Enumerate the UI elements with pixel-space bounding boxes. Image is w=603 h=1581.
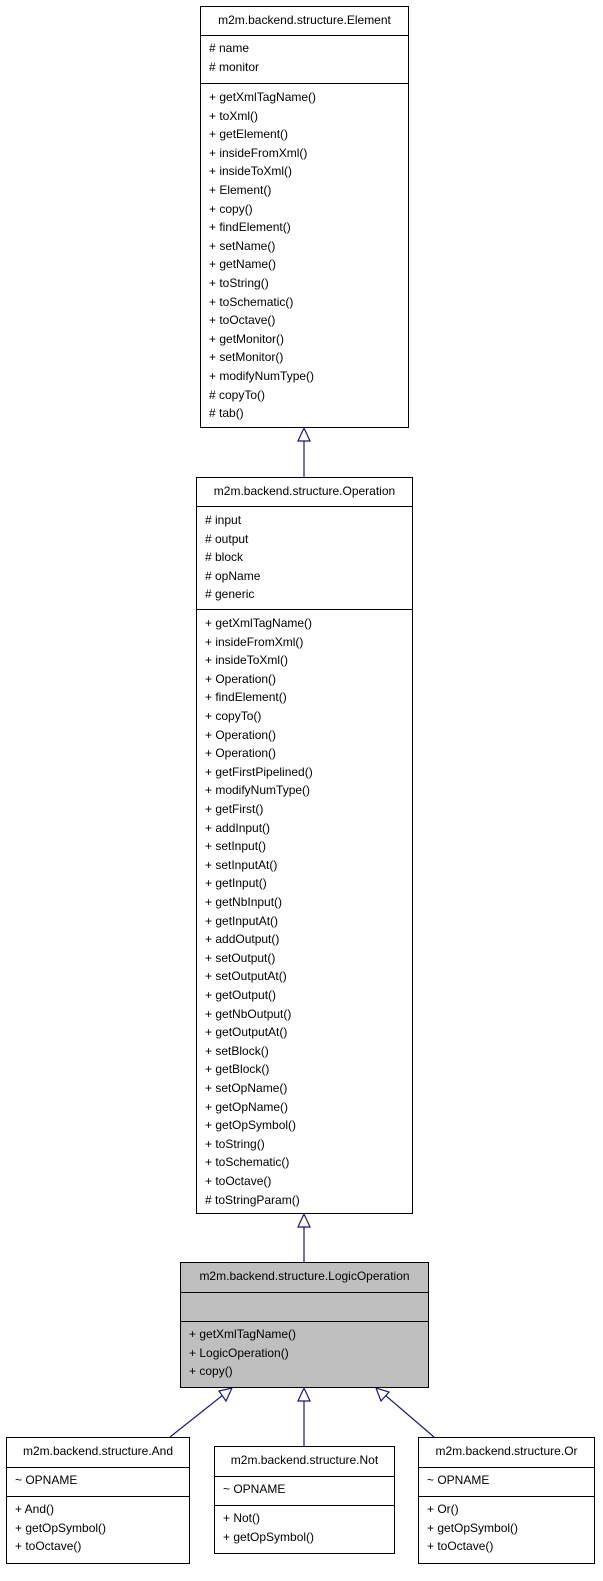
method: + getElement() <box>209 127 289 142</box>
attribute: # monitor <box>209 59 260 74</box>
method: + addOutput() <box>205 932 280 947</box>
edge-and-to-logicoperation <box>170 1395 223 1437</box>
method: + getXmlTagName() <box>189 1327 297 1341</box>
divider <box>215 1505 394 1506</box>
method: + getMonitor() <box>209 331 285 346</box>
class-title: m2m.backend.structure.Element <box>218 13 391 27</box>
class-operation[interactable] <box>196 477 413 1214</box>
arrowhead-logic-right <box>376 1388 389 1401</box>
method: + insideFromXml() <box>205 634 304 649</box>
method: + getBlock() <box>205 1062 270 1077</box>
attribute: # output <box>205 531 249 546</box>
method: + setName() <box>209 238 276 253</box>
class-or[interactable] <box>418 1437 595 1564</box>
method: + setOutputAt() <box>205 969 287 984</box>
divider <box>197 506 412 507</box>
divider <box>419 1496 594 1497</box>
method: + setInput() <box>205 839 267 854</box>
divider <box>201 83 408 84</box>
method: + toSchematic() <box>209 294 294 309</box>
method: + getInputAt() <box>205 913 279 928</box>
method: + setMonitor() <box>209 350 284 365</box>
method: + copyTo() <box>205 709 262 723</box>
divider <box>215 1476 394 1477</box>
class-and[interactable] <box>6 1437 190 1564</box>
method: + modifyNumType() <box>209 369 315 383</box>
method: # copyTo() <box>209 387 266 402</box>
method: + getName() <box>209 257 277 272</box>
method: + Or() <box>427 1502 459 1516</box>
divider <box>181 1292 428 1293</box>
class-not[interactable] <box>214 1446 395 1554</box>
arrowhead-operation <box>298 1214 310 1227</box>
method: + getOpName() <box>205 1099 289 1114</box>
method: + copy() <box>189 1364 233 1379</box>
method: + And() <box>15 1502 55 1516</box>
method: + getOpSymbol() <box>15 1520 107 1535</box>
method: + toOctave() <box>209 313 276 328</box>
method: + getFirstPipelined() <box>205 764 313 779</box>
divider <box>197 609 412 610</box>
method: + Element() <box>209 183 272 197</box>
divider <box>419 1467 594 1468</box>
attribute: ~ OPNAME <box>427 1473 490 1487</box>
method: + getOutput() <box>205 988 277 1002</box>
attribute: # input <box>205 513 242 527</box>
method: + getInput() <box>205 876 267 891</box>
method: + getOpSymbol() <box>427 1520 519 1535</box>
class-title: m2m.backend.structure.Not <box>230 1453 379 1467</box>
method: + toOctave() <box>427 1539 494 1554</box>
method: + insideToXml() <box>205 653 289 668</box>
method: + insideFromXml() <box>209 145 308 160</box>
attribute: # generic <box>205 587 255 602</box>
method: + toString() <box>209 276 269 290</box>
attribute: ~ OPNAME <box>15 1473 78 1487</box>
method: + addInput() <box>205 820 271 835</box>
method: + setInputAt() <box>205 857 278 872</box>
edge-or-to-logicoperation <box>385 1395 434 1437</box>
method: # tab() <box>209 406 244 421</box>
method: + LogicOperation() <box>189 1345 289 1360</box>
class-title: m2m.backend.structure.And <box>22 1444 174 1458</box>
method: + getOutputAt() <box>205 1025 288 1040</box>
attribute: ~ OPNAME <box>223 1482 286 1496</box>
class-element[interactable] <box>200 6 409 428</box>
method: + Operation() <box>205 727 277 742</box>
method: + findElement() <box>209 220 291 235</box>
arrowhead-logic-left <box>219 1388 232 1401</box>
method: + getFirst() <box>205 802 264 816</box>
method: + Not() <box>223 1511 261 1525</box>
method: + getOpSymbol() <box>223 1529 315 1544</box>
method: + setOutput() <box>205 950 276 965</box>
arrowhead-element <box>298 428 310 441</box>
class-logic-operation[interactable] <box>180 1262 429 1388</box>
attribute: # block <box>205 550 244 565</box>
attribute: # opName <box>205 568 261 583</box>
method: + insideToXml() <box>209 164 293 179</box>
method: + setOpName() <box>205 1081 288 1095</box>
method: + Operation() <box>205 746 277 761</box>
arrowhead-logic-center <box>298 1388 310 1401</box>
divider <box>7 1496 189 1497</box>
method: + toString() <box>205 1136 265 1151</box>
method: + modifyNumType() <box>205 783 311 798</box>
divider <box>181 1321 428 1322</box>
method: + toOctave() <box>15 1539 82 1554</box>
method: + getXmlTagName() <box>209 90 317 104</box>
method: + toXml() <box>209 108 259 123</box>
divider <box>201 35 408 36</box>
method: + getNbOutput() <box>205 1006 292 1021</box>
method: + toSchematic() <box>205 1155 290 1170</box>
attribute: # name <box>209 41 250 55</box>
method: # toStringParam() <box>205 1192 300 1207</box>
class-title: m2m.backend.structure.Operation <box>213 484 396 498</box>
method: + Operation() <box>205 671 277 686</box>
method: + getNbInput() <box>205 895 283 909</box>
class-title: m2m.backend.structure.Or <box>435 1444 578 1458</box>
method: + toOctave() <box>205 1174 272 1188</box>
method: + getOpSymbol() <box>205 1118 297 1133</box>
method: + findElement() <box>205 690 287 705</box>
divider <box>7 1467 189 1468</box>
class-title: m2m.backend.structure.LogicOperation <box>199 1269 410 1283</box>
method: + copy() <box>209 201 253 216</box>
method: + setBlock() <box>205 1043 269 1058</box>
method: + getXmlTagName() <box>205 616 313 630</box>
